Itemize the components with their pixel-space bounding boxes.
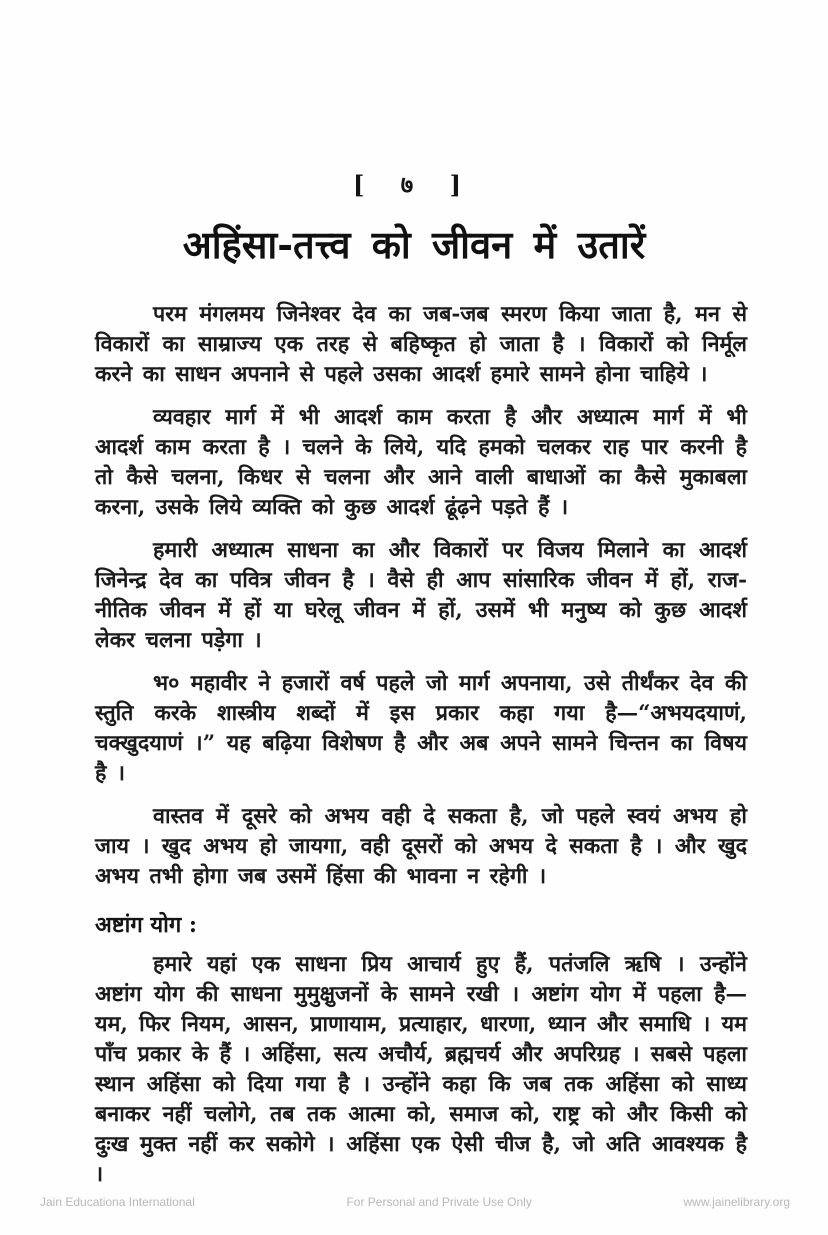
footer-usage-note: For Personal and Private Use Only	[346, 1195, 532, 1209]
paragraph: वास्तव में दूसरे को अभय वही दे सकता है, जो पहले स्वयं अभय हो जाय । खुद अभय हो जायगा, वही दूसरों को अभय दे सकता है । और खुद अभय तभी होगा जब उसमें हिंसा की भावना न रहेगी ।	[95, 804, 747, 889]
page-number: [ ७ ]	[353, 170, 475, 199]
paragraph: हमारे यहां एक साधना प्रिय आचार्य हुए हैं, पतंजलि ऋषि । उन्होंने अष्टांग योग की साधना मुमुक्षुजनों के सामने रखी । अष्टांग योग में पहला है— यम, फिर नियम, आसन, प्राणायाम, प्रत्याहार, धारणा, ध्यान और समाधि । यम पाँच प्रकार के हैं । अहिंसा, सत्य अचौर्य, ब्रह्मचर्य और अपरिग्रह । सबसे पहला स्थान अहिंसा को दिया गया है । उन्होंने कहा कि जब तक अहिंसा को साध्य बनाकर नहीं चलोगे, तब तक आत्मा को, समाज को, राष्ट्र को और किसी को दुःख मुक्त नहीं कर सकोगे । अहिंसा एक ऐसी चीज है, जो अति आवश्यक है ।	[95, 952, 747, 1187]
paragraph: व्यवहार मार्ग में भी आदर्श काम करता है और अध्यात्म मार्ग में भी आदर्श काम करता है । चलने के लिये, यदि हमको चलकर राह पार करनी है तो कैसे चलना, किधर से चलना और आने वाली बाधाओं का कैसे मुकाबला करना, उसके लिये व्यक्ति को कुछ आदर्श ढूंढ़ने पड़ते हैं ।	[95, 405, 747, 520]
section-heading: अष्टांग योग :	[95, 912, 198, 938]
body-text	[95, 300, 747, 1203]
page-footer	[40, 1195, 790, 1209]
paragraph: हमारी अध्यात्म साधना का और विकारों पर विजय मिलाने का आदर्श जिनेन्द्र देव का पवित्र जीवन है । वैसे ही आप सांसारिक जीवन में हों, राज-नीतिक जीवन में हों या घरेलू जीवन में हों, उसमें भी मनुष्य को कुछ आदर्श लेकर चलना पड़ेगा ।	[95, 538, 747, 653]
page-title: अहिंसा-तत्त्व को जीवन में उतारें	[182, 222, 646, 267]
paragraph: परम मंगलमय जिनेश्वर देव का जब-जब स्मरण किया जाता है, मन से विकारों का साम्राज्य एक तरह से बहिष्कृत हो जाता है । विकारों को निर्मूल करने का साधन अपनाने से पहले उसका आदर्श हमारे सामने होना चाहिये ।	[95, 302, 747, 387]
footer-publisher: Jain Educationa International	[40, 1195, 195, 1209]
footer-website: www.jainelibrary.org	[683, 1195, 790, 1209]
paragraph: भ० महावीर ने हजारों वर्ष पहले जो मार्ग अपनाया, उसे तीर्थंकर देव की स्तुति करके शास्त्रीय शब्दों में इस प्रकार कहा गया है—“अभयदयाणं, चक्खुदयाणं ।” यह बढ़िया विशेषण है और अब अपने सामने चिन्तन का विषय है ।	[95, 671, 747, 786]
